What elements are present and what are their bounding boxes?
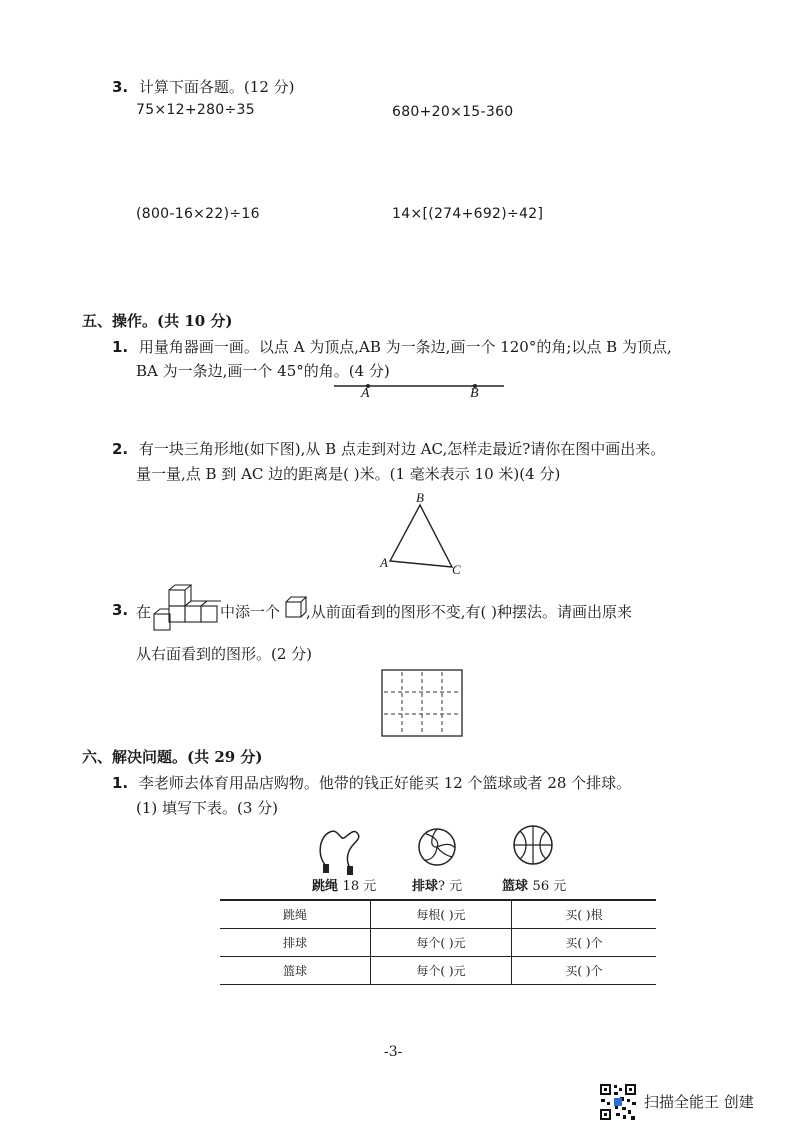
q5-3-mid: 中添一个 — [220, 603, 281, 621]
q5-1-line1 — [112, 336, 672, 357]
table-row — [220, 929, 656, 957]
price-table — [220, 899, 656, 985]
q5-1-text-line1: 用量角器画一画。以点 A 为顶点,AB 为一条边,画一个 120°的角;以点 B 为顶点, — [138, 338, 672, 356]
q5-3-prefix: 在 — [136, 603, 152, 621]
section-5-heading: 五、操作。(共 10 分) — [82, 312, 233, 330]
table-cell-input[interactable]: 每根( )元 — [371, 900, 512, 929]
single-cube-icon — [284, 595, 308, 621]
section-6-heading: 六、解决问题。(共 29 分) — [82, 748, 263, 766]
table-cell-input[interactable]: 买( )个 — [512, 957, 657, 985]
price-label-volleyball — [412, 875, 462, 894]
segment-ab-figure — [330, 380, 510, 406]
drawing-grid[interactable] — [380, 668, 466, 740]
q5-3-text-line2: 从右面看到的图形。(2 分) — [136, 645, 313, 663]
expression-2: 680+20×15-360 — [392, 104, 514, 120]
q5-1-text-line2: BA 为一条边,画一个 45°的角。(4 分) — [136, 362, 390, 380]
q6-1-text-line1: 李老师去体育用品店购物。他带的钱正好能买 12 个篮球或者 28 个排球。 — [138, 774, 632, 792]
price-label-jump-rope — [312, 875, 376, 894]
table-row — [220, 957, 656, 985]
triangle-label-a: A — [380, 555, 388, 570]
q5-1-number: 1. — [112, 338, 129, 356]
qr-code-icon — [598, 1082, 638, 1122]
table-cell-input[interactable]: 每个( )元 — [371, 957, 512, 985]
q4-3-title: 计算下面各题。(12 分) — [138, 78, 295, 96]
q5-2-text-line1: 有一块三角形地(如下图),从 B 点走到对边 AC,怎样走最近?请你在图中画出来。 — [138, 440, 666, 458]
item-price-jump-rope: 18 元 — [342, 879, 377, 894]
expression-3: (800-16×22)÷16 — [136, 206, 260, 222]
q5-2-number: 2. — [112, 440, 129, 458]
q6-1-number: 1. — [112, 774, 129, 792]
q6-1-sub1: (1) 填写下表。(3 分) — [136, 799, 279, 817]
q6-1-line1 — [112, 772, 631, 793]
point-b-label: B — [470, 386, 479, 401]
item-name-volleyball: 排球 — [412, 879, 439, 894]
table-cell: 篮球 — [220, 957, 371, 985]
q4-3-number: 3. — [112, 78, 129, 96]
triangle-label-c: C — [452, 562, 461, 577]
q5-3-number: 3. — [112, 601, 129, 619]
triangle-label-b: B — [416, 490, 424, 505]
scanner-watermark-text: 扫描全能王 创建 — [644, 1093, 754, 1111]
price-label-basketball — [502, 875, 566, 894]
item-price-basketball: 56 元 — [532, 879, 567, 894]
expression-4: 14×[(274+692)÷42] — [392, 206, 544, 222]
table-cell-input[interactable]: 买( )个 — [512, 929, 657, 957]
item-name-basketball: 篮球 — [502, 879, 529, 894]
basketball-icon — [510, 822, 556, 868]
point-a-label: A — [361, 386, 370, 401]
table-cell: 排球 — [220, 929, 371, 957]
table-cell-input[interactable]: 每个( )元 — [371, 929, 512, 957]
q5-2-text-line2: 量一量,点 B 到 AC 边的距离是( )米。(1 毫米表示 10 米)(4 分) — [136, 465, 561, 483]
table-cell-input[interactable]: 买( )根 — [512, 900, 657, 929]
table-row — [220, 900, 656, 929]
item-price-volleyball: ? 元 — [438, 879, 463, 894]
table-cell: 跳绳 — [220, 900, 371, 929]
jump-rope-icon — [314, 824, 364, 876]
volleyball-icon — [416, 826, 458, 868]
page-number: -3- — [384, 1044, 403, 1060]
q5-3-suffix: ,从前面看到的图形不变,有( )种摆法。请画出原来 — [306, 603, 633, 621]
item-name-jump-rope: 跳绳 — [312, 879, 339, 894]
cube-stack-icon — [151, 582, 221, 634]
q5-2-line1 — [112, 438, 665, 459]
expression-1: 75×12+280÷35 — [136, 102, 255, 118]
q4-3 — [112, 76, 294, 97]
